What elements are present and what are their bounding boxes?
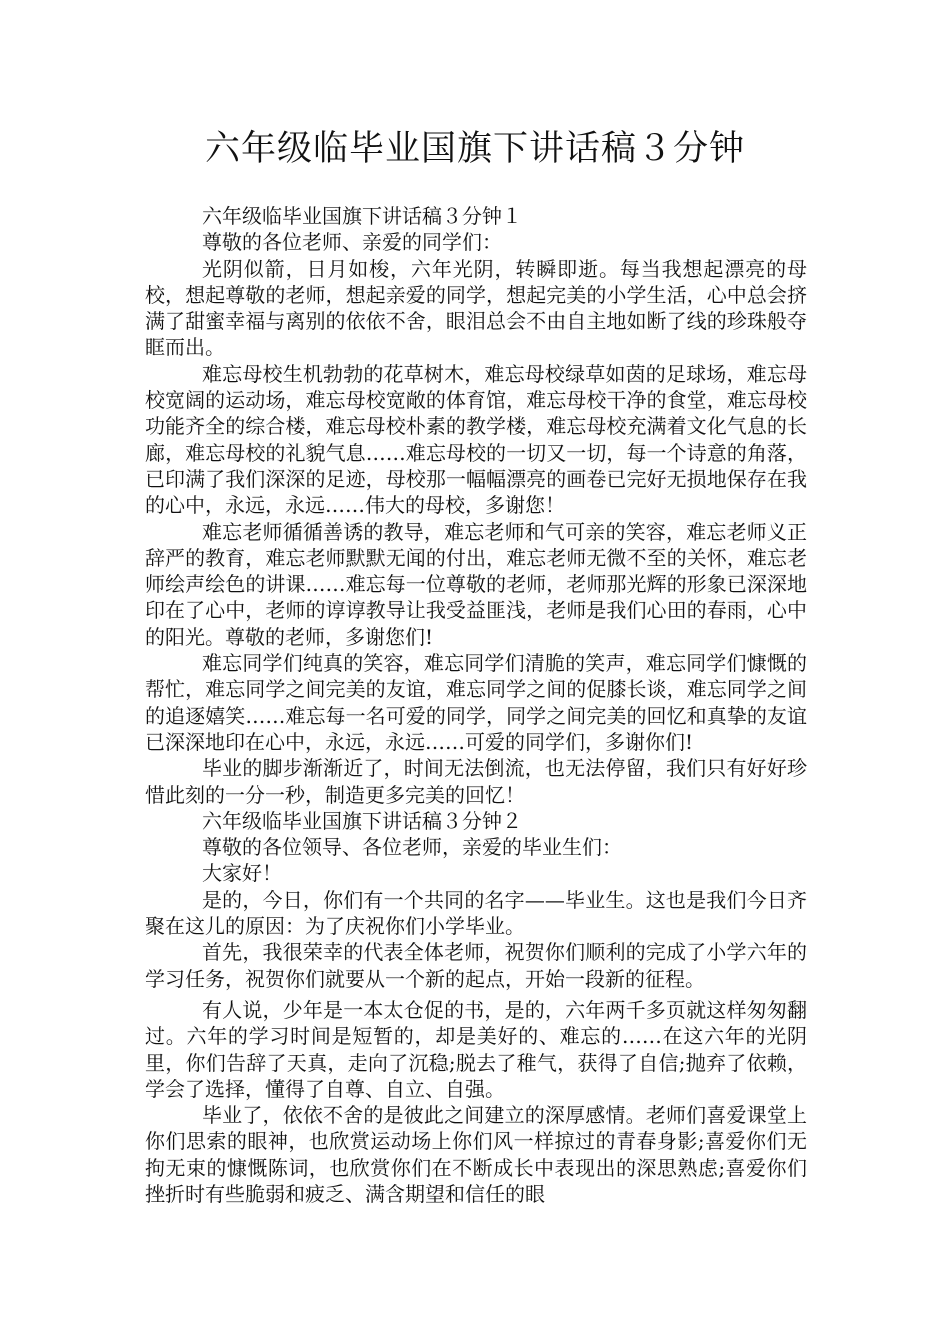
greeting: 大家好！ xyxy=(202,861,282,886)
paragraph: 难忘母校生机勃勃的花草树木，难忘母校绿草如茵的足球场，难忘母校宽阔的运动场，难忘母校宽敞的体育馆，难忘母校干净的食堂，难忘母校功能齐全的综合楼，难忘母校朴素的教学楼，难忘母校充满着文化气息的长廊，难忘母校的礼貌气息……难忘母校的一切又一切，每一个诗意的角落，已印满了我们深深的足迹，母校那一幅幅漂亮的画卷已完好无损地保存在我的心中，永远，永远……伟大的母校，多谢您！ xyxy=(145,361,807,518)
section-heading-1: 六年级临毕业国旗下讲话稿３分钟１ xyxy=(202,204,522,228)
document-body xyxy=(145,203,807,1207)
paragraph: 光阴似箭，日月如梭，六年光阴，转瞬即逝。每当我想起漂亮的母校，想起尊敬的老师，想起亲爱的同学，想起完美的小学生活，心中总会挤满了甜蜜幸福与离别的依依不舍，眼泪总会不由自主地如断了线的珍珠般夺眶而出。 xyxy=(145,256,807,360)
salutation-1: 尊敬的各位老师、亲爱的同学们： xyxy=(202,230,502,255)
paragraph: 毕业的脚步渐渐近了，时间无法倒流，也无法停留，我们只有好好珍惜此刻的一分一秒，制造更多完美的回忆！ xyxy=(145,756,807,807)
paragraph: 是的，今日，你们有一个共同的名字——毕业生。这也是我们今日齐聚在这儿的原因：为了庆祝你们小学毕业。 xyxy=(145,887,807,939)
paragraph: 首先，我很荣幸的代表全体老师，祝贺你们顺利的完成了小学六年的学习任务，祝贺你们就要从一个新的起点，开始一段新的征程。 xyxy=(145,940,807,991)
paragraph: 毕业了，依依不舍的是彼此之间建立的深厚感情。老师们喜爱课堂上你们思索的眼神，也欣赏运动场上你们风一样掠过的青春身影;喜爱你们无拘无束的慷慨陈词，也欣赏你们在不断成长中表现出的深思熟虑;喜爱你们挫折时有些脆弱和疲乏、满含期望和信任的眼 xyxy=(145,1103,807,1206)
paragraph: 有人说，少年是一本太仓促的书，是的，六年两千多页就这样匆匆翻过。六年的学习时间是短暂的，却是美好的、难忘的……在这六年的光阴里，你们告辞了天真，走向了沉稳;脱去了稚气，获得了自信;抛弃了依赖，学会了选择，懂得了自尊、自立、自强。 xyxy=(145,997,807,1101)
section-heading-2: 六年级临毕业国旗下讲话稿３分钟２ xyxy=(202,808,522,833)
document-title: 六年级临毕业国旗下讲话稿３分钟 xyxy=(204,129,745,169)
salutation-2: 尊敬的各位领导、各位老师，亲爱的毕业生们： xyxy=(202,835,622,860)
paragraph: 难忘老师循循善诱的教导，难忘老师和气可亲的笑容，难忘老师义正辞严的教育，难忘老师默默无闻的付出，难忘老师无微不至的关怀，难忘老师绘声绘色的讲课……难忘每一位尊敬的老师，老师那光辉的形象已深深地印在了心中，老师的谆谆教导让我受益匪浅，老师是我们心田的春雨，心中的阳光。尊敬的老师，多谢您们! xyxy=(145,519,807,649)
paragraph: 难忘同学们纯真的笑容，难忘同学们清脆的笑声，难忘同学们慷慨的帮忙，难忘同学之间完美的友谊，难忘同学之间的促膝长谈，难忘同学之间的追逐嬉笑……难忘每一名可爱的同学，同学之间完美的回忆和真挚的友谊已深深地印在心中，永远，永远……可爱的同学们，多谢你们! xyxy=(145,651,807,754)
